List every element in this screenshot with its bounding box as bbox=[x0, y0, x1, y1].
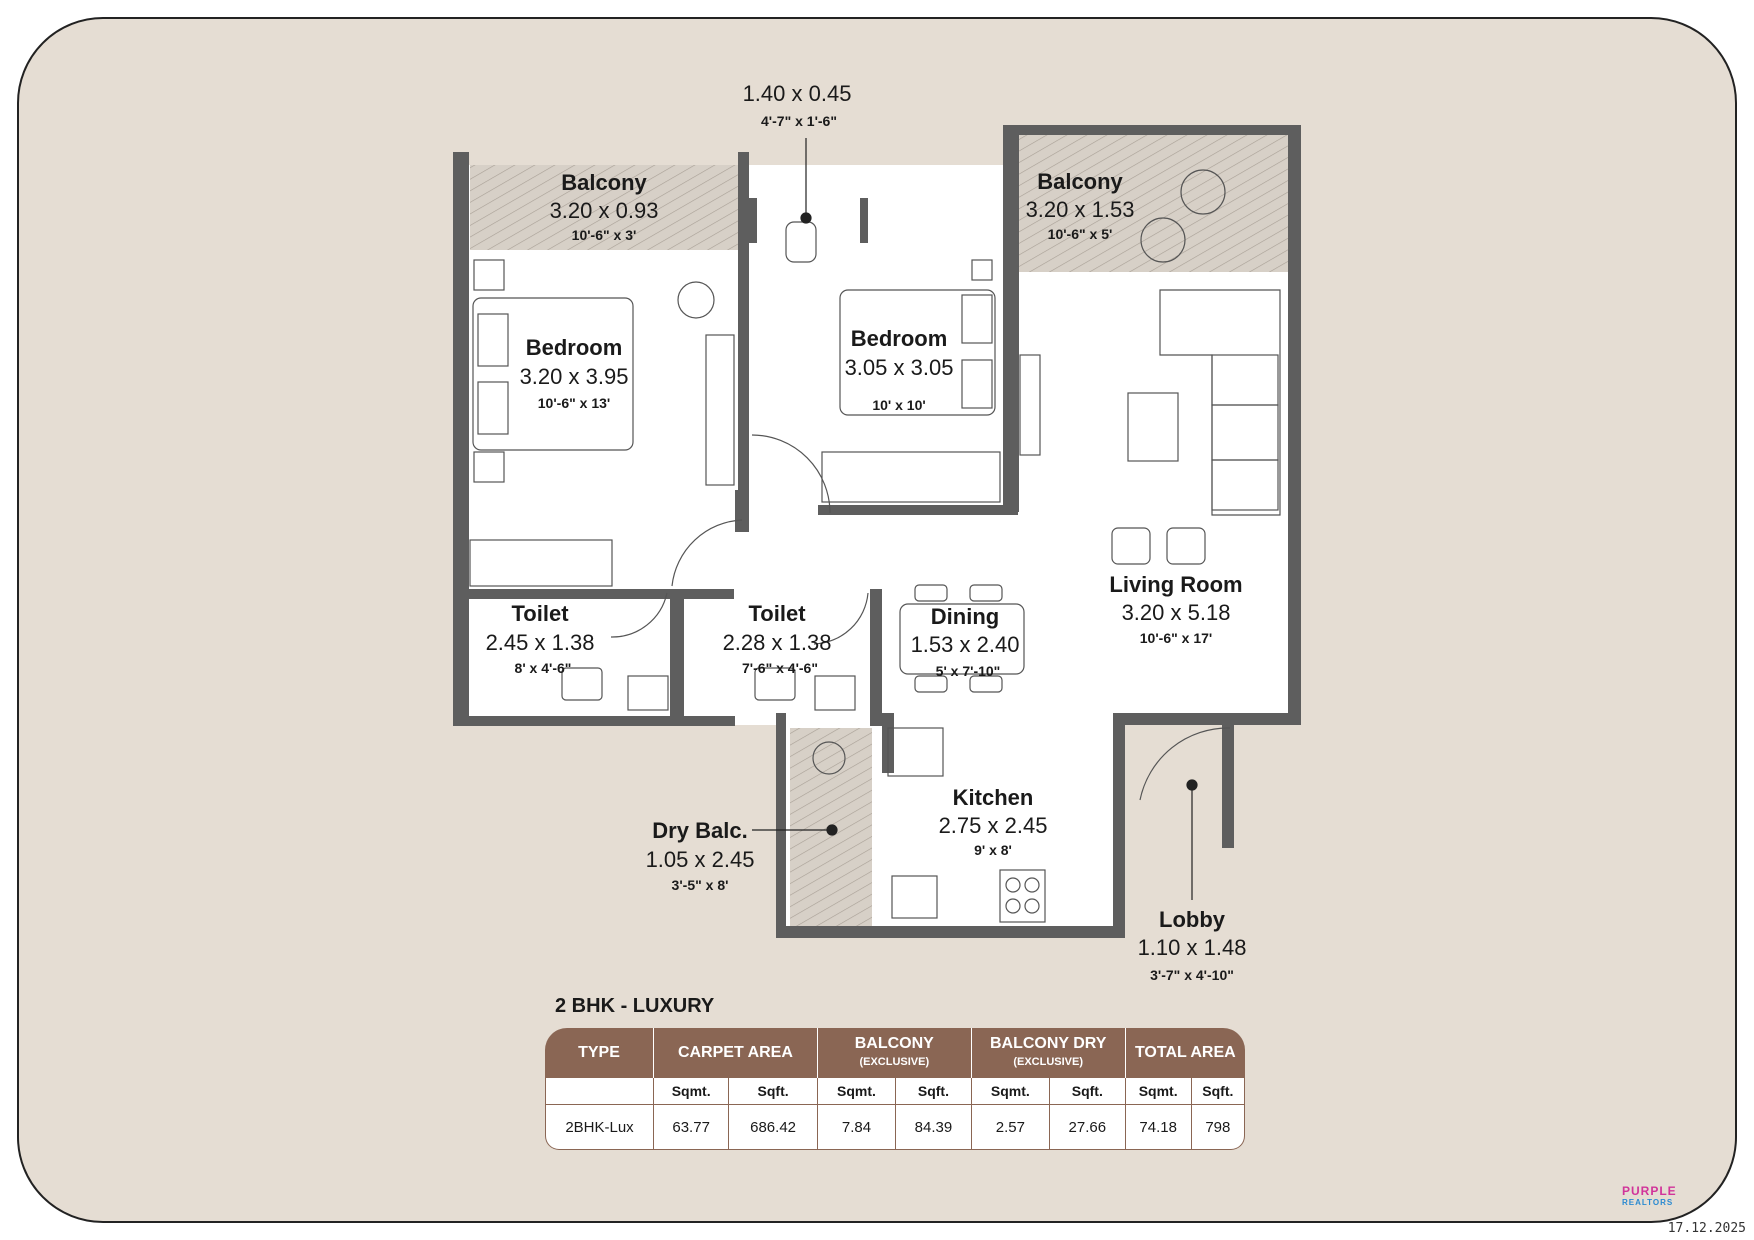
living-name: Living Room bbox=[1109, 572, 1243, 597]
brand-name: PURPLE bbox=[1622, 1184, 1677, 1198]
brand-logo bbox=[1622, 1184, 1677, 1207]
col-carpet-label: CARPET AREA bbox=[677, 1044, 793, 1061]
dry-balcony-dim: 1.05 x 2.45 bbox=[645, 847, 755, 872]
row-carpet-sqmt: 63.77 bbox=[654, 1105, 729, 1150]
kitchen-name: Kitchen bbox=[952, 785, 1034, 810]
col-balcony-sub: (EXCLUSIVE) bbox=[859, 1056, 930, 1068]
col-balcony-label: BALCONY bbox=[854, 1035, 934, 1052]
col-total-label: TOTAL AREA bbox=[1134, 1044, 1236, 1061]
dining-dim: 1.53 x 2.40 bbox=[910, 632, 1020, 657]
row-total-sqmt: 74.18 bbox=[1126, 1105, 1192, 1150]
toilet-2-name: Toilet bbox=[748, 601, 806, 626]
unit-dry-sqmt: Sqmt. bbox=[972, 1078, 1050, 1105]
bedroom-1-imperial: 10'-6" x 13' bbox=[537, 395, 611, 411]
row-balcony-sqmt: 7.84 bbox=[818, 1105, 896, 1150]
brand-sub: REALTORS bbox=[1622, 1198, 1674, 1207]
unit-type-title: 2 BHK - LUXURY bbox=[555, 995, 715, 1017]
col-balcony-dry-label: BALCONY DRY bbox=[989, 1035, 1107, 1052]
bedroom-2-dim: 3.05 x 3.05 bbox=[844, 355, 954, 380]
area-table-header bbox=[545, 1028, 1245, 1078]
row-total-sqft: 798 bbox=[1192, 1105, 1245, 1150]
col-balcony-dry bbox=[972, 1028, 1126, 1078]
unit-blank bbox=[545, 1078, 654, 1105]
bedroom-2-imperial: 10' x 10' bbox=[872, 397, 926, 413]
toilet-1-imperial: 8' x 4'-6" bbox=[514, 660, 572, 676]
toilet-1-dim: 2.45 x 1.38 bbox=[485, 630, 595, 655]
dry-balcony-imperial: 3'-5" x 8' bbox=[671, 877, 729, 893]
toilet-2-dim: 2.28 x 1.38 bbox=[722, 630, 832, 655]
lobby-name: Lobby bbox=[1159, 907, 1225, 932]
window-imperial: 4'-7" x 1'-6" bbox=[761, 113, 837, 129]
balcony-left-imperial: 10'-6" x 3' bbox=[571, 227, 637, 243]
unit-total-sqft: Sqft. bbox=[1192, 1078, 1245, 1105]
bedroom-2-name: Bedroom bbox=[850, 326, 948, 351]
unit-carpet-sqft: Sqft. bbox=[729, 1078, 818, 1105]
col-type: TYPE bbox=[545, 1028, 654, 1078]
dining-imperial: 5' x 7'-10" bbox=[935, 663, 1001, 679]
units-row bbox=[545, 1078, 1245, 1105]
row-carpet-sqft: 686.42 bbox=[729, 1105, 818, 1150]
table-row bbox=[545, 1105, 1245, 1150]
window-dim: 1.40 x 0.45 bbox=[742, 81, 852, 106]
bedroom-1-name: Bedroom bbox=[525, 335, 623, 360]
row-dry-sqft: 27.66 bbox=[1050, 1105, 1126, 1150]
living-dim: 3.20 x 5.18 bbox=[1121, 600, 1231, 625]
area-table bbox=[545, 1028, 1245, 1150]
balcony-right-imperial: 10'-6" x 5' bbox=[1047, 226, 1113, 242]
living-imperial: 10'-6" x 17' bbox=[1139, 630, 1213, 646]
toilet-1-name: Toilet bbox=[511, 601, 569, 626]
lobby-dim: 1.10 x 1.48 bbox=[1137, 935, 1247, 960]
kitchen-imperial: 9' x 8' bbox=[974, 842, 1012, 858]
balcony-right-dim: 3.20 x 1.53 bbox=[1025, 197, 1135, 222]
col-carpet bbox=[654, 1028, 818, 1078]
col-total bbox=[1126, 1028, 1245, 1078]
balcony-right-name: Balcony bbox=[1037, 169, 1123, 194]
col-balcony bbox=[818, 1028, 972, 1078]
balcony-left-dim: 3.20 x 0.93 bbox=[549, 198, 659, 223]
col-balcony-dry-sub: (EXCLUSIVE) bbox=[1013, 1056, 1084, 1068]
unit-balcony-sqmt: Sqmt. bbox=[818, 1078, 896, 1105]
dining-name: Dining bbox=[930, 604, 1000, 629]
unit-dry-sqft: Sqft. bbox=[1050, 1078, 1126, 1105]
row-dry-sqmt: 2.57 bbox=[972, 1105, 1050, 1150]
unit-carpet-sqmt: Sqmt. bbox=[654, 1078, 729, 1105]
toilet-2-imperial: 7'-6" x 4'-6" bbox=[742, 660, 818, 676]
bedroom-1-dim: 3.20 x 3.95 bbox=[519, 364, 629, 389]
kitchen-dim: 2.75 x 2.45 bbox=[938, 813, 1048, 838]
lobby-imperial: 3'-7" x 4'-10" bbox=[1150, 967, 1234, 983]
row-balcony-sqft: 84.39 bbox=[896, 1105, 972, 1150]
unit-balcony-sqft: Sqft. bbox=[896, 1078, 972, 1105]
balcony-left-name: Balcony bbox=[561, 170, 647, 195]
unit-total-sqmt: Sqmt. bbox=[1126, 1078, 1192, 1105]
row-type: 2BHK-Lux bbox=[545, 1105, 654, 1150]
date-stamp: 17.12.2025 bbox=[1667, 1221, 1746, 1236]
dry-balcony-name: Dry Balc. bbox=[652, 818, 748, 843]
